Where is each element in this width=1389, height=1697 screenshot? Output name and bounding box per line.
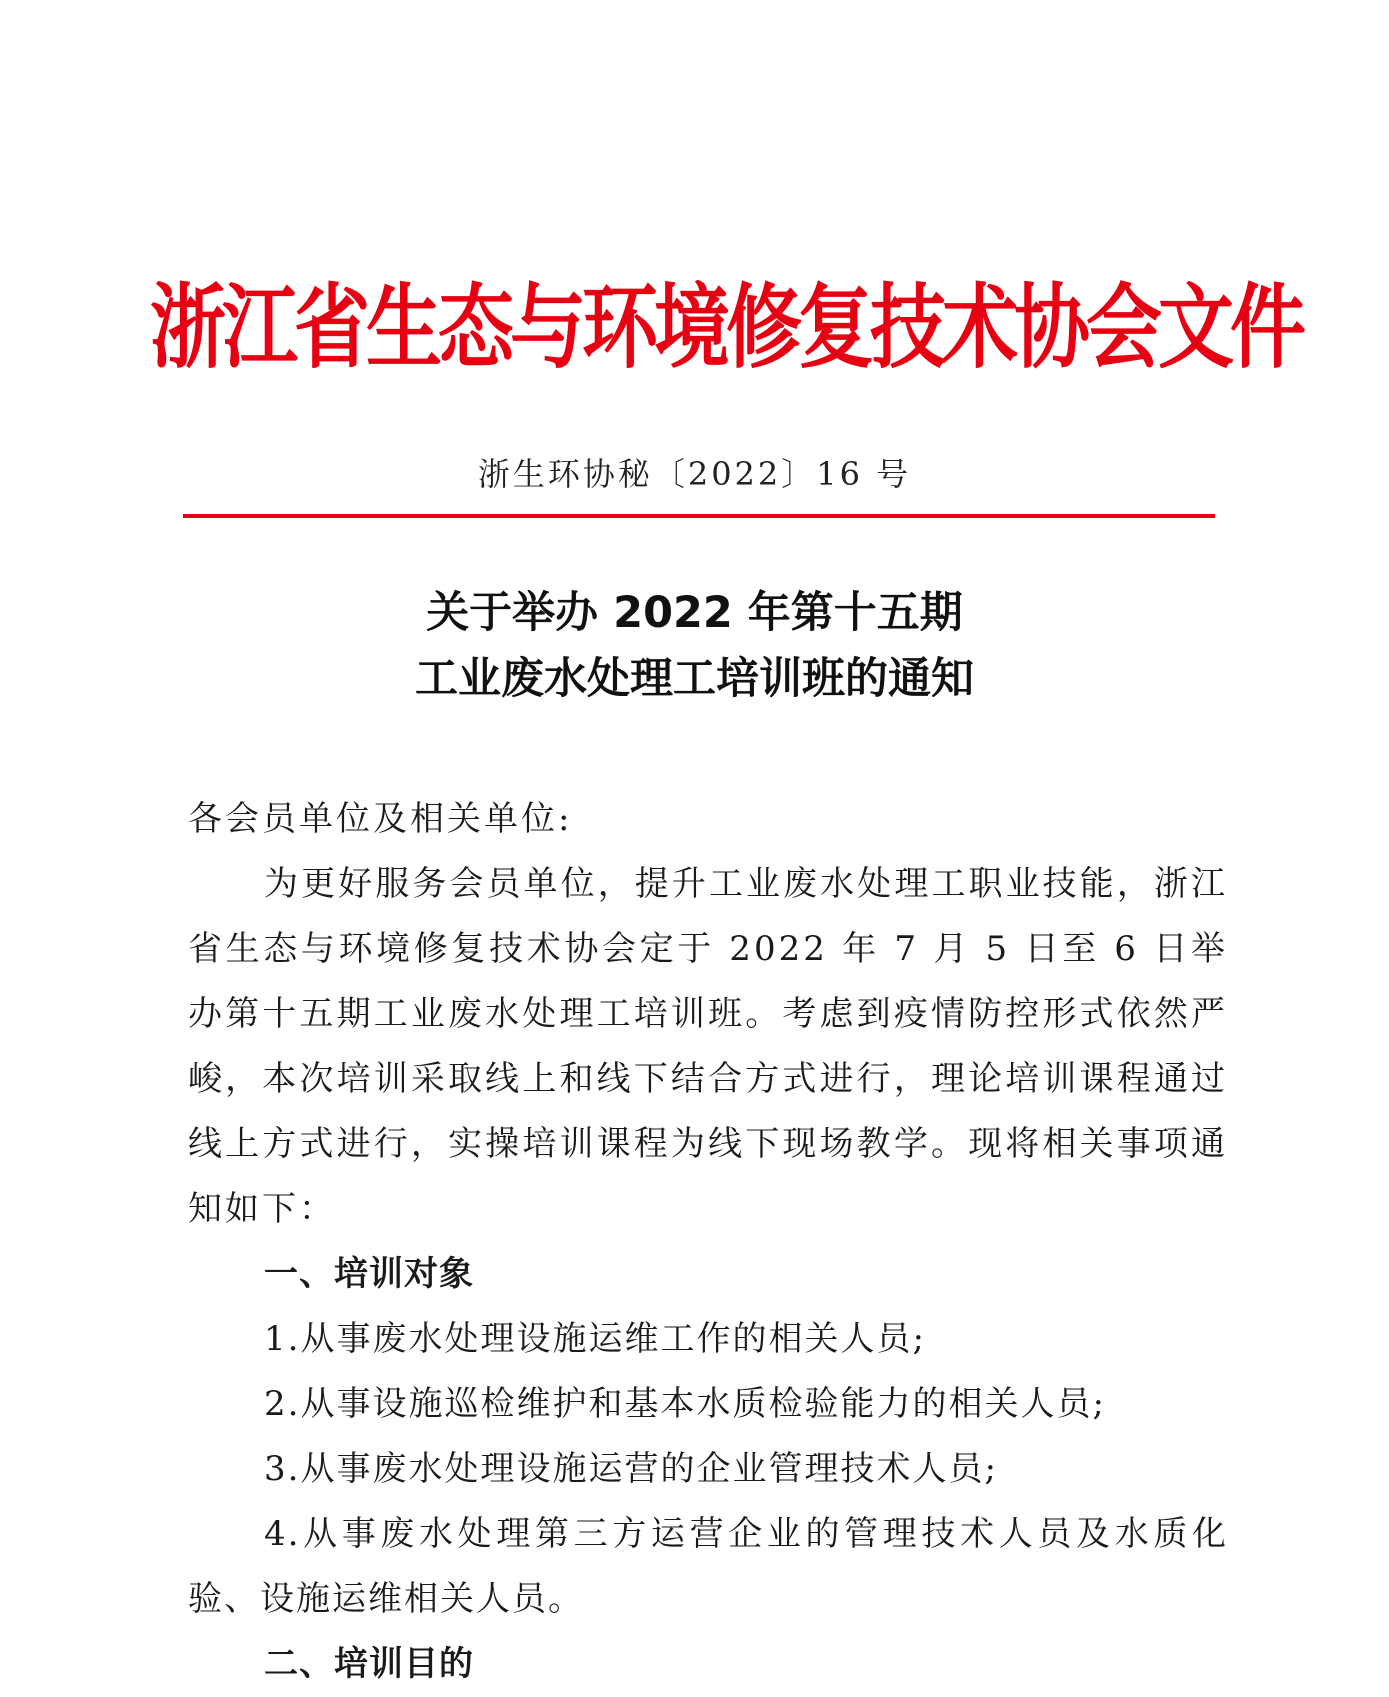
document-number: 浙生环协秘〔2022〕16 号 (477, 455, 912, 493)
section-heading-1: 一、培训对象 (264, 1254, 474, 1294)
salutation: 各会员单位及相关单位: (188, 799, 573, 839)
notice-title-line2: 工业废水处理工培训班的通知 (415, 654, 974, 704)
list-item: 2.从事设施巡检维护和基本水质检验能力的相关人员; (264, 1384, 1106, 1424)
list-item: 4.从事废水处理第三方运营企业的管理技术人员及水质化验、设施运维相关人员。 (188, 1514, 1228, 1619)
document-body (188, 787, 1228, 1697)
red-divider-line (183, 514, 1215, 518)
org-header-title: 浙江省生态与环境修复技术协会文件 (150, 274, 1302, 381)
intro-paragraph: 为更好服务会员单位，提升工业废水处理工职业技能，浙江省生态与环境修复技术协会定于 2022 年 7 月 5 日至 6 日举办第十五期工业废水处理工培训班。考虑到疫情防控形式依然严峻，本次培训采取线上和线下结合方式进行，理论培训课程通过线上方式进行，实操培训课程为线下现场教学。现将相关事项通知如下： (188, 864, 1228, 1229)
list-item: 1.从事废水处理设施运维工作的相关人员; (264, 1319, 926, 1359)
notice-title (0, 580, 1389, 712)
section-heading-2: 二、培训目的 (264, 1644, 474, 1684)
notice-title-line1: 关于举办 2022 年第十五期 (426, 588, 963, 638)
list-item: 3.从事废水处理设施运营的企业管理技术人员; (264, 1449, 998, 1489)
